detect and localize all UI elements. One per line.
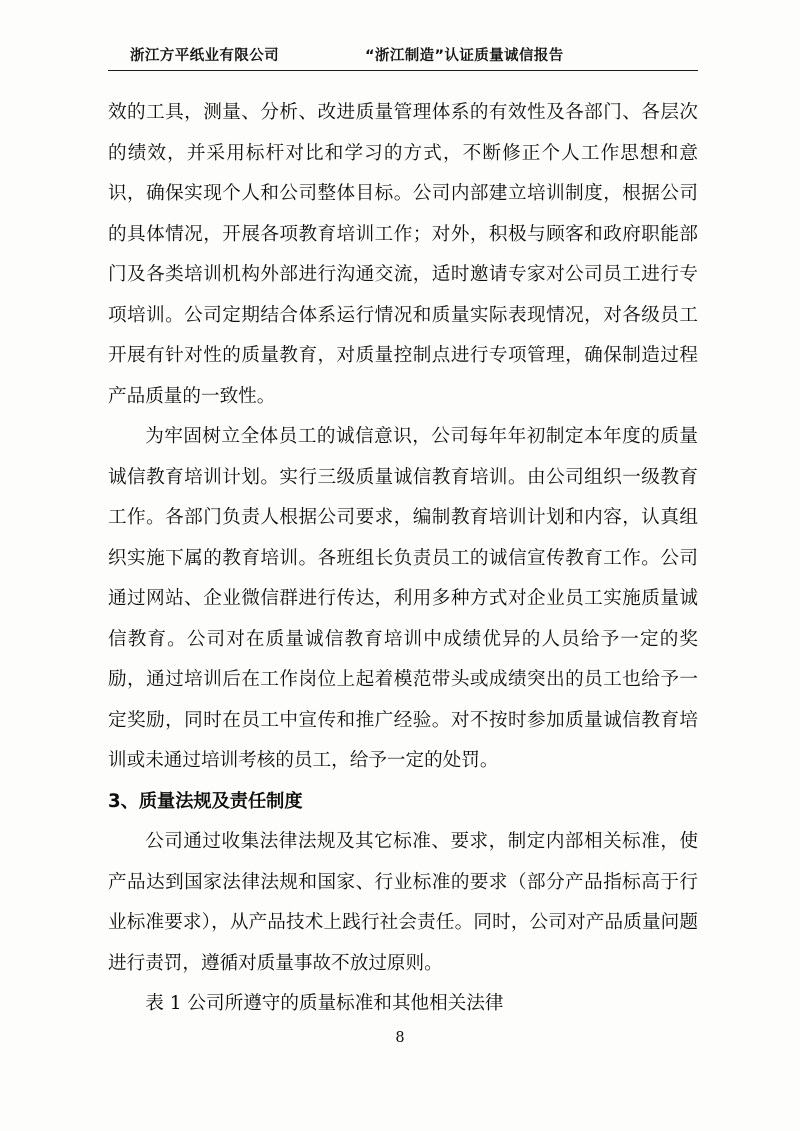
table-caption: 表 1 公司所遵守的质量标准和其他相关法律 bbox=[145, 993, 504, 1014]
paragraph-continued: 效的工具，测量、分析、改进质量管理体系的有效性及各部门、各层次的绩效，并采用标杆对比和学习的方式，不断修正个人工作思想和意识，确保实现个人和公司整体目标。公司内部建立培训制度，根据公司的具体情况，开展各项教育培训工作；对外，积极与顾客和政府职能部门及各类培训机构外部进行沟通交流，适时邀请专家对公司员工进行专项培训。公司定期结合体系运行情况和质量实际表现情况，对各级员工开展有针对性的质量教育，对质量控制点进行专项管理，确保制造过程产品质量的一致性。 bbox=[108, 102, 698, 407]
header-company-name: 浙江方平纸业有限公司 bbox=[130, 48, 279, 64]
paragraph-integrity-training: 为牢固树立全体员工的诚信意识，公司每年年初制定本年度的质量诚信教育培训计划。实行三级质量诚信教育培训。由公司组织一级教育工作。各部门负责人根据公司要求，编制教育培训计划和内容，认真组织实施下属的教育培训。各班组长负责员工的诚信宣传教育工作。公司通过网站、企业微信群进行传达，利用多种方式对企业员工实施质量诚信教育。公司对在质量诚信教育培训中成绩优异的人员给予一定的奖励，通过培训后在工作岗位上起着模范带头或成绩突出的员工也给予一定奖励，同时在员工中宣传和推广经验。对不按时参加质量诚信教育培训或未通过培训考核的员工，给予一定的处罚。 bbox=[108, 426, 698, 771]
page-content bbox=[108, 44, 698, 1054]
header-report-title: “浙江制造”认证质量诚信报告 bbox=[365, 48, 564, 64]
page-header bbox=[108, 44, 698, 71]
page-number: 8 bbox=[395, 1030, 405, 1046]
paragraph-regulations: 公司通过收集法律法规及其它标准、要求，制定内部相关标准，使产品达到国家法律法规和国家、行业标准的要求（部分产品指标高于行业标准要求），从产品技术上践行社会责任。同时，公司对产品质量问题进行责罚，遵循对质量事故不放过原则。 bbox=[108, 831, 698, 974]
section-heading-quality-regulations: 3、质量法规及责任制度 bbox=[108, 790, 303, 812]
document-body bbox=[108, 93, 698, 1025]
